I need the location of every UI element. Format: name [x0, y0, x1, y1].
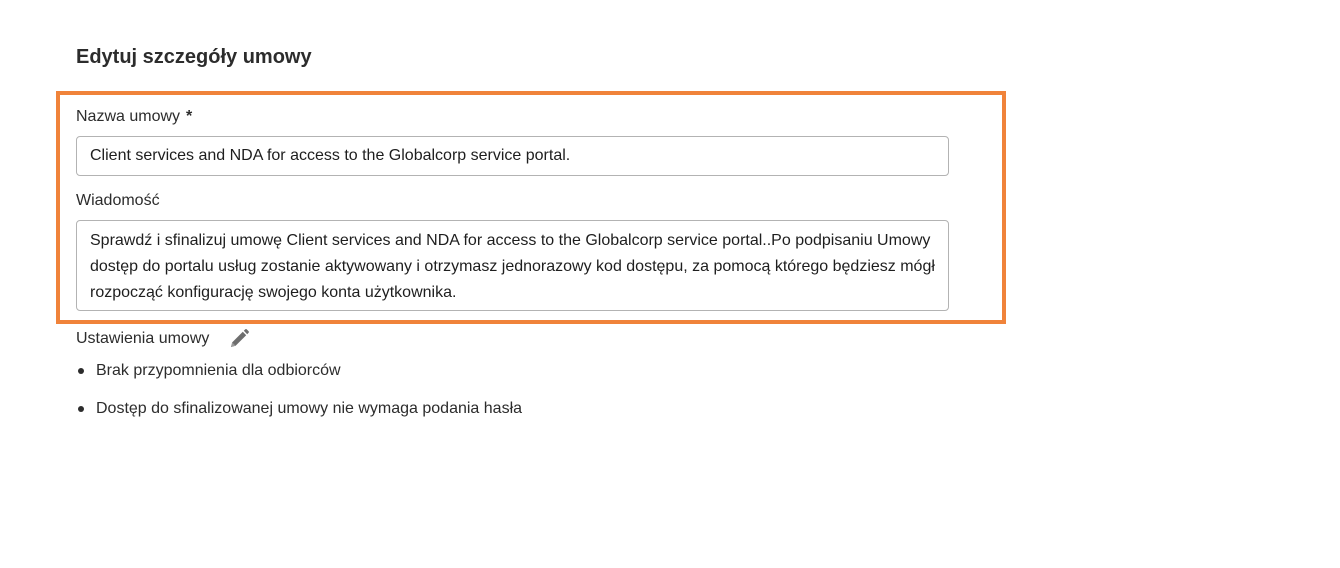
agreement-settings-list: [76, 360, 522, 436]
settings-item-reminder: Brak przypomnienia dla odbiorców: [96, 362, 341, 379]
list-item: [76, 398, 522, 420]
agreement-name-input[interactable]: Client services and NDA for access to the Globalcorp service portal.: [76, 136, 949, 176]
required-indicator: *: [186, 108, 193, 125]
agreement-settings-header: [76, 327, 251, 351]
agreement-settings-label: Ustawienia umowy: [76, 330, 210, 347]
bullet-icon: [78, 368, 84, 374]
message-label: Wiadomość: [76, 192, 160, 209]
agreement-name-label: [76, 108, 192, 126]
page-title: Edytuj szczegóły umowy: [76, 46, 312, 68]
settings-item-password: Dostęp do sfinalizowanej umowy nie wymaga podania hasła: [96, 400, 523, 417]
list-item: [76, 360, 522, 382]
agreement-name-label-text: Nazwa umowy: [76, 108, 181, 125]
bullet-icon: [78, 406, 84, 412]
message-textarea[interactable]: Sprawdź i sfinalizuj umowę Client services and NDA for access to the Globalcorp service portal..Po podpisaniu Umowy dostęp do portalu usług zostanie aktywowany i otrzymasz jednorazowy kod dostępu, za pomocą którego będziesz mógł rozpocząć konfigurację swojego konta użytkownika.: [76, 220, 949, 311]
pencil-icon[interactable]: [227, 327, 251, 351]
